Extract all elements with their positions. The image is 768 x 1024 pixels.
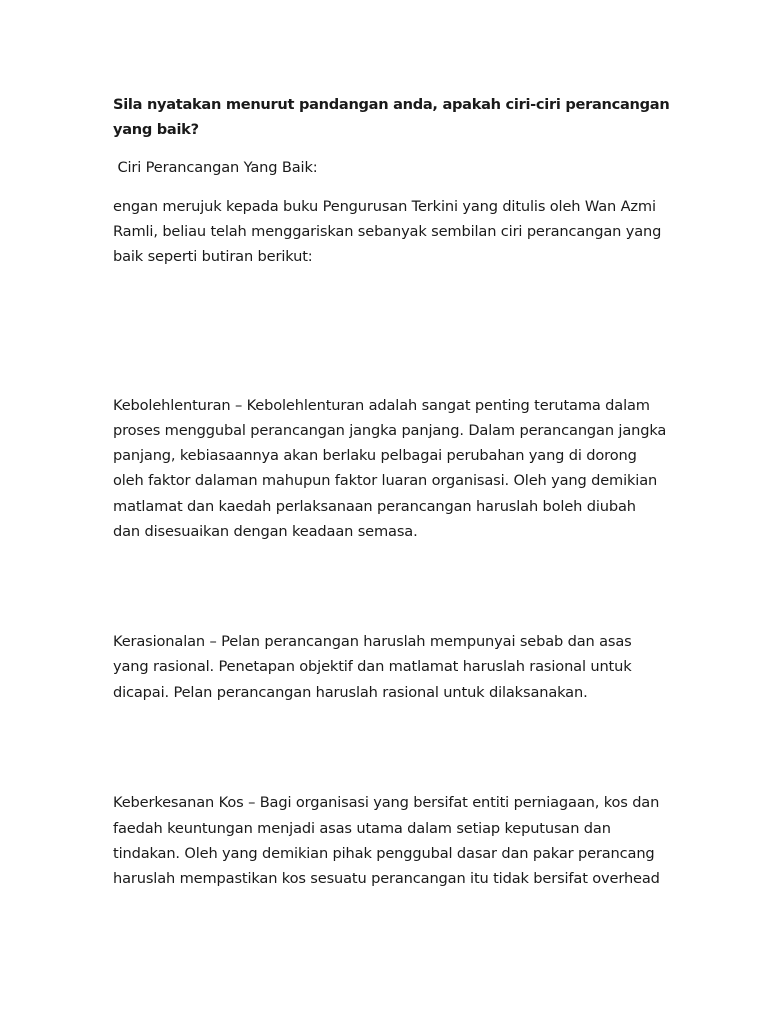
question-line: yang baik? [113,121,199,138]
paragraph-line: haruslah mempastikan kos sesuatu perancangan itu tidak bersifat overhead [113,870,660,887]
paragraph-line: proses menggubal perancangan jangka panjang. Dalam perancangan jangka [113,422,667,439]
paragraph-line: faedah keuntungan menjadi asas utama dalam setiap keputusan dan [113,820,611,837]
paragraph-line: Keberkesanan Kos – Bagi organisasi yang bersifat entiti perniagaan, kos dan [113,794,660,811]
paragraph-line: oleh faktor dalaman mahupun faktor luaran organisasi. Oleh yang demikian [113,472,658,489]
paragraph-line: dicapai. Pelan perancangan haruslah rasional untuk dilaksanakan. [113,684,588,701]
paragraph-line: tindakan. Oleh yang demikian pihak penggubal dasar dan pakar perancang [113,845,655,862]
paragraph-line: Kerasionalan – Pelan perancangan haruslah mempunyai sebab dan asas [113,633,632,650]
section-heading: Ciri Perancangan Yang Baik: [113,159,318,176]
question-line: Sila nyatakan menurut pandangan anda, apakah ciri-ciri perancangan [113,96,670,113]
paragraph-line: Kebolehlenturan – Kebolehlenturan adalah sangat penting terutama dalam [113,397,650,414]
paragraph-line: Ramli, beliau telah menggariskan sebanyak sembilan ciri perancangan yang [113,223,662,240]
paragraph-line: engan merujuk kepada buku Pengurusan Terkini yang ditulis oleh Wan Azmi [113,198,656,215]
paragraph-line: yang rasional. Penetapan objektif dan matlamat haruslah rasional untuk [113,658,632,675]
paragraph-line: panjang, kebiasaannya akan berlaku pelbagai perubahan yang di dorong [113,447,637,464]
paragraph-line: baik seperti butiran berikut: [113,248,313,265]
paragraph-line: matlamat dan kaedah perlaksanaan perancangan haruslah boleh diubah [113,498,636,515]
paragraph-line: dan disesuaikan dengan keadaan semasa. [113,523,418,540]
